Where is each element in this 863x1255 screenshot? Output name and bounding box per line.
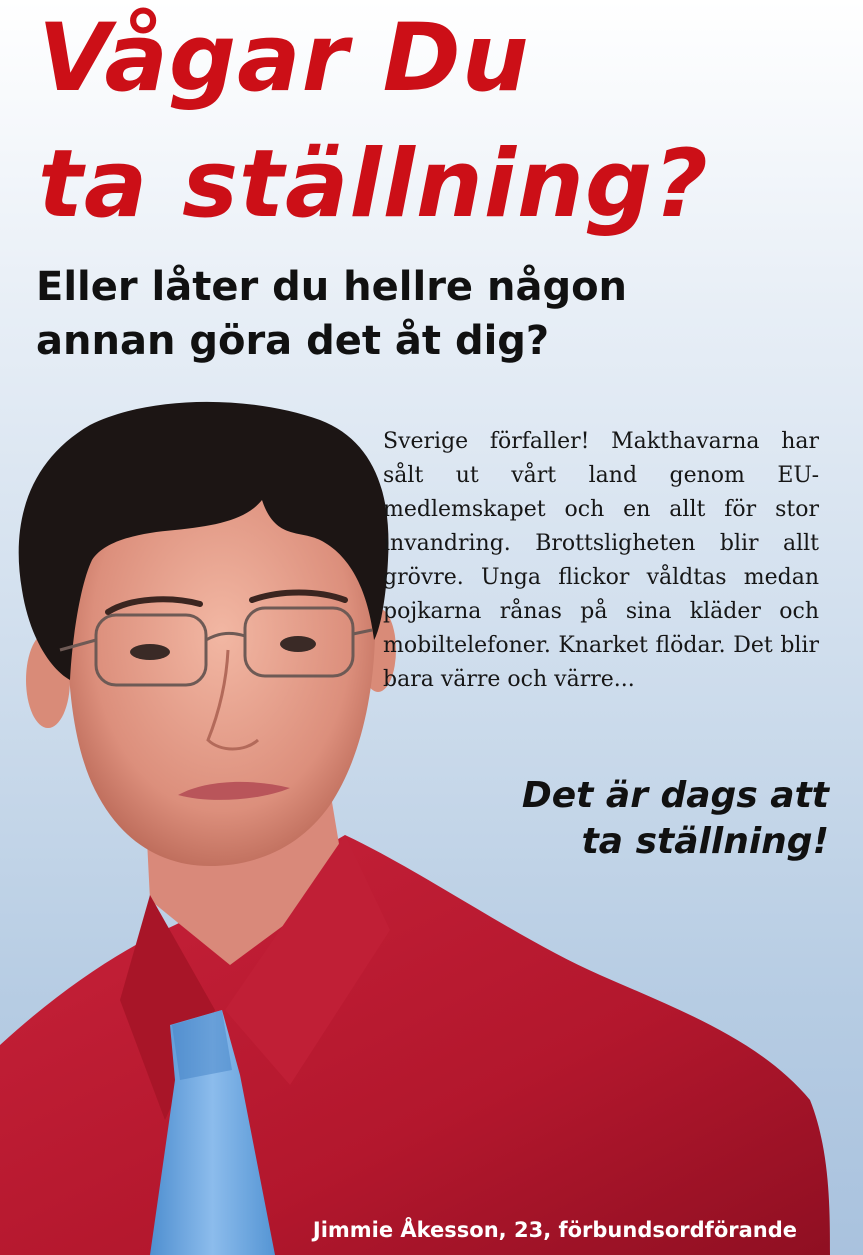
subheadline-line-1: Eller låter du hellre någon — [36, 264, 628, 310]
red-shirt — [0, 835, 830, 1255]
headline-line-2: ta ställning? — [38, 130, 709, 239]
body-paragraph: Sverige förfaller! Makthavarna har sålt ut vårt land genom EU-medlemskapet och en allt för stor invandring. Brottsligheten blir allt grövre. Unga flickor våldtas medan pojkarna rånas på sina kläder och mobiltelefoner. Knarket flödar. Det blir bara värre och värre... — [383, 429, 819, 692]
subheadline-line-2: annan göra det åt dig? — [36, 318, 550, 364]
headline-line-1: Vågar Du — [38, 4, 530, 113]
photo-caption: Jimmie Åkesson, 23, förbundsordförande — [312, 1218, 797, 1242]
call-to-action-line-1: Det är dags att — [521, 775, 829, 816]
call-to-action-line-2: ta ställning! — [581, 821, 829, 862]
